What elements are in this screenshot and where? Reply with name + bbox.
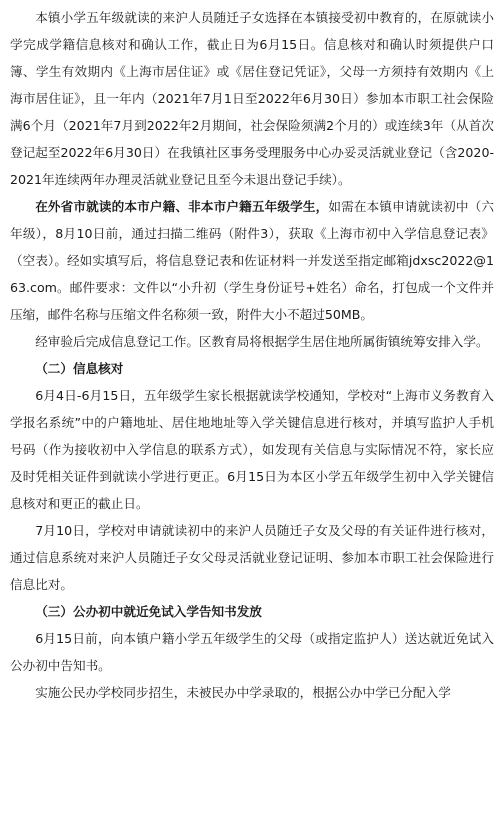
paragraph-verification-schedule: 6月4日-6月15日，五年级学生家长根据就读学校通知，学校对“上海市义务教育入学报名系统”中的户籍地址、居住地地址等入学关键信息进行核对，并填写监护人手机号码（作为接收初中入学信息的联系方式），如发现有关信息与实际情况不符，家长应及时凭相关证件到就读小学进行更正。6月15日为本区小学五年级学生初中入学关键信息核对和更正的截止日。	[10, 388, 494, 511]
paragraph-out-of-province-students	[10, 193, 494, 328]
paragraph-registration-review: 经审验后完成信息登记工作。区教育局将根据学生居住地所属街镇统筹安排入学。	[35, 334, 489, 349]
section-heading-admission-notice: （三）公办初中就近免试入学告知书发放	[35, 604, 262, 619]
paragraph-synchronous-enrollment: 实施公民办学校同步招生，未被民办中学录取的，根据公办中学已分配入学	[35, 685, 451, 700]
paragraph-notice-delivery: 6月15日前，向本镇户籍小学五年级学生的父母（或指定监护人）送达就近免试入公办初中告知书。	[10, 631, 494, 673]
paragraph-lead-rest: 如需在本镇申请就读初中（六年级），8月10日前，通过扫描二维码（附件3），获取《上海市初中入学信息登记表》（空表）。经如实填写后，将信息登记表和佐证材料一并发送至指定邮箱jdxsc2022@163.com。邮件要求：文件以“小升初（学生身份证号+姓名）命名，打包成一个文件并压缩，邮件名称与压缩文件名称须一致，附件大小不超过50MB。	[10, 199, 495, 322]
paragraph-document-check: 7月10日，学校对申请就读初中的来沪人员随迁子女及父母的有关证件进行核对，通过信息系统对来沪人员随迁子女父母灵活就业登记证明、参加本市职工社会保险进行信息比对。	[10, 523, 494, 592]
section-heading-info-verification: （二）信息核对	[35, 361, 124, 376]
paragraph-lead-bold: 在外省市就读的本市户籍、非本市户籍五年级学生，	[35, 199, 329, 214]
paragraph-migrant-verification: 本镇小学五年级就读的来沪人员随迁子女选择在本镇接受初中教育的，在原就读小学完成学籍信息核对和确认工作，截止日为6月15日。信息核对和确认时须提供户口簿、学生有效期内《上海市居住证》或《居住登记凭证》，父母一方须持有效期内《上海市居住证》，且一年内（2021年7月1日至2022年6月30日）参加本市职工社会保险满6个月（2021年7月到2022年2月期间，社会保险须满2个月的）或连续3年（从首次登记起至2022年6月30日）在我镇社区事务受理服务中心办妥灵活就业登记（含2020-2021年连续两年办理灵活就业登记且至今未退出登记手续）。	[10, 10, 494, 187]
